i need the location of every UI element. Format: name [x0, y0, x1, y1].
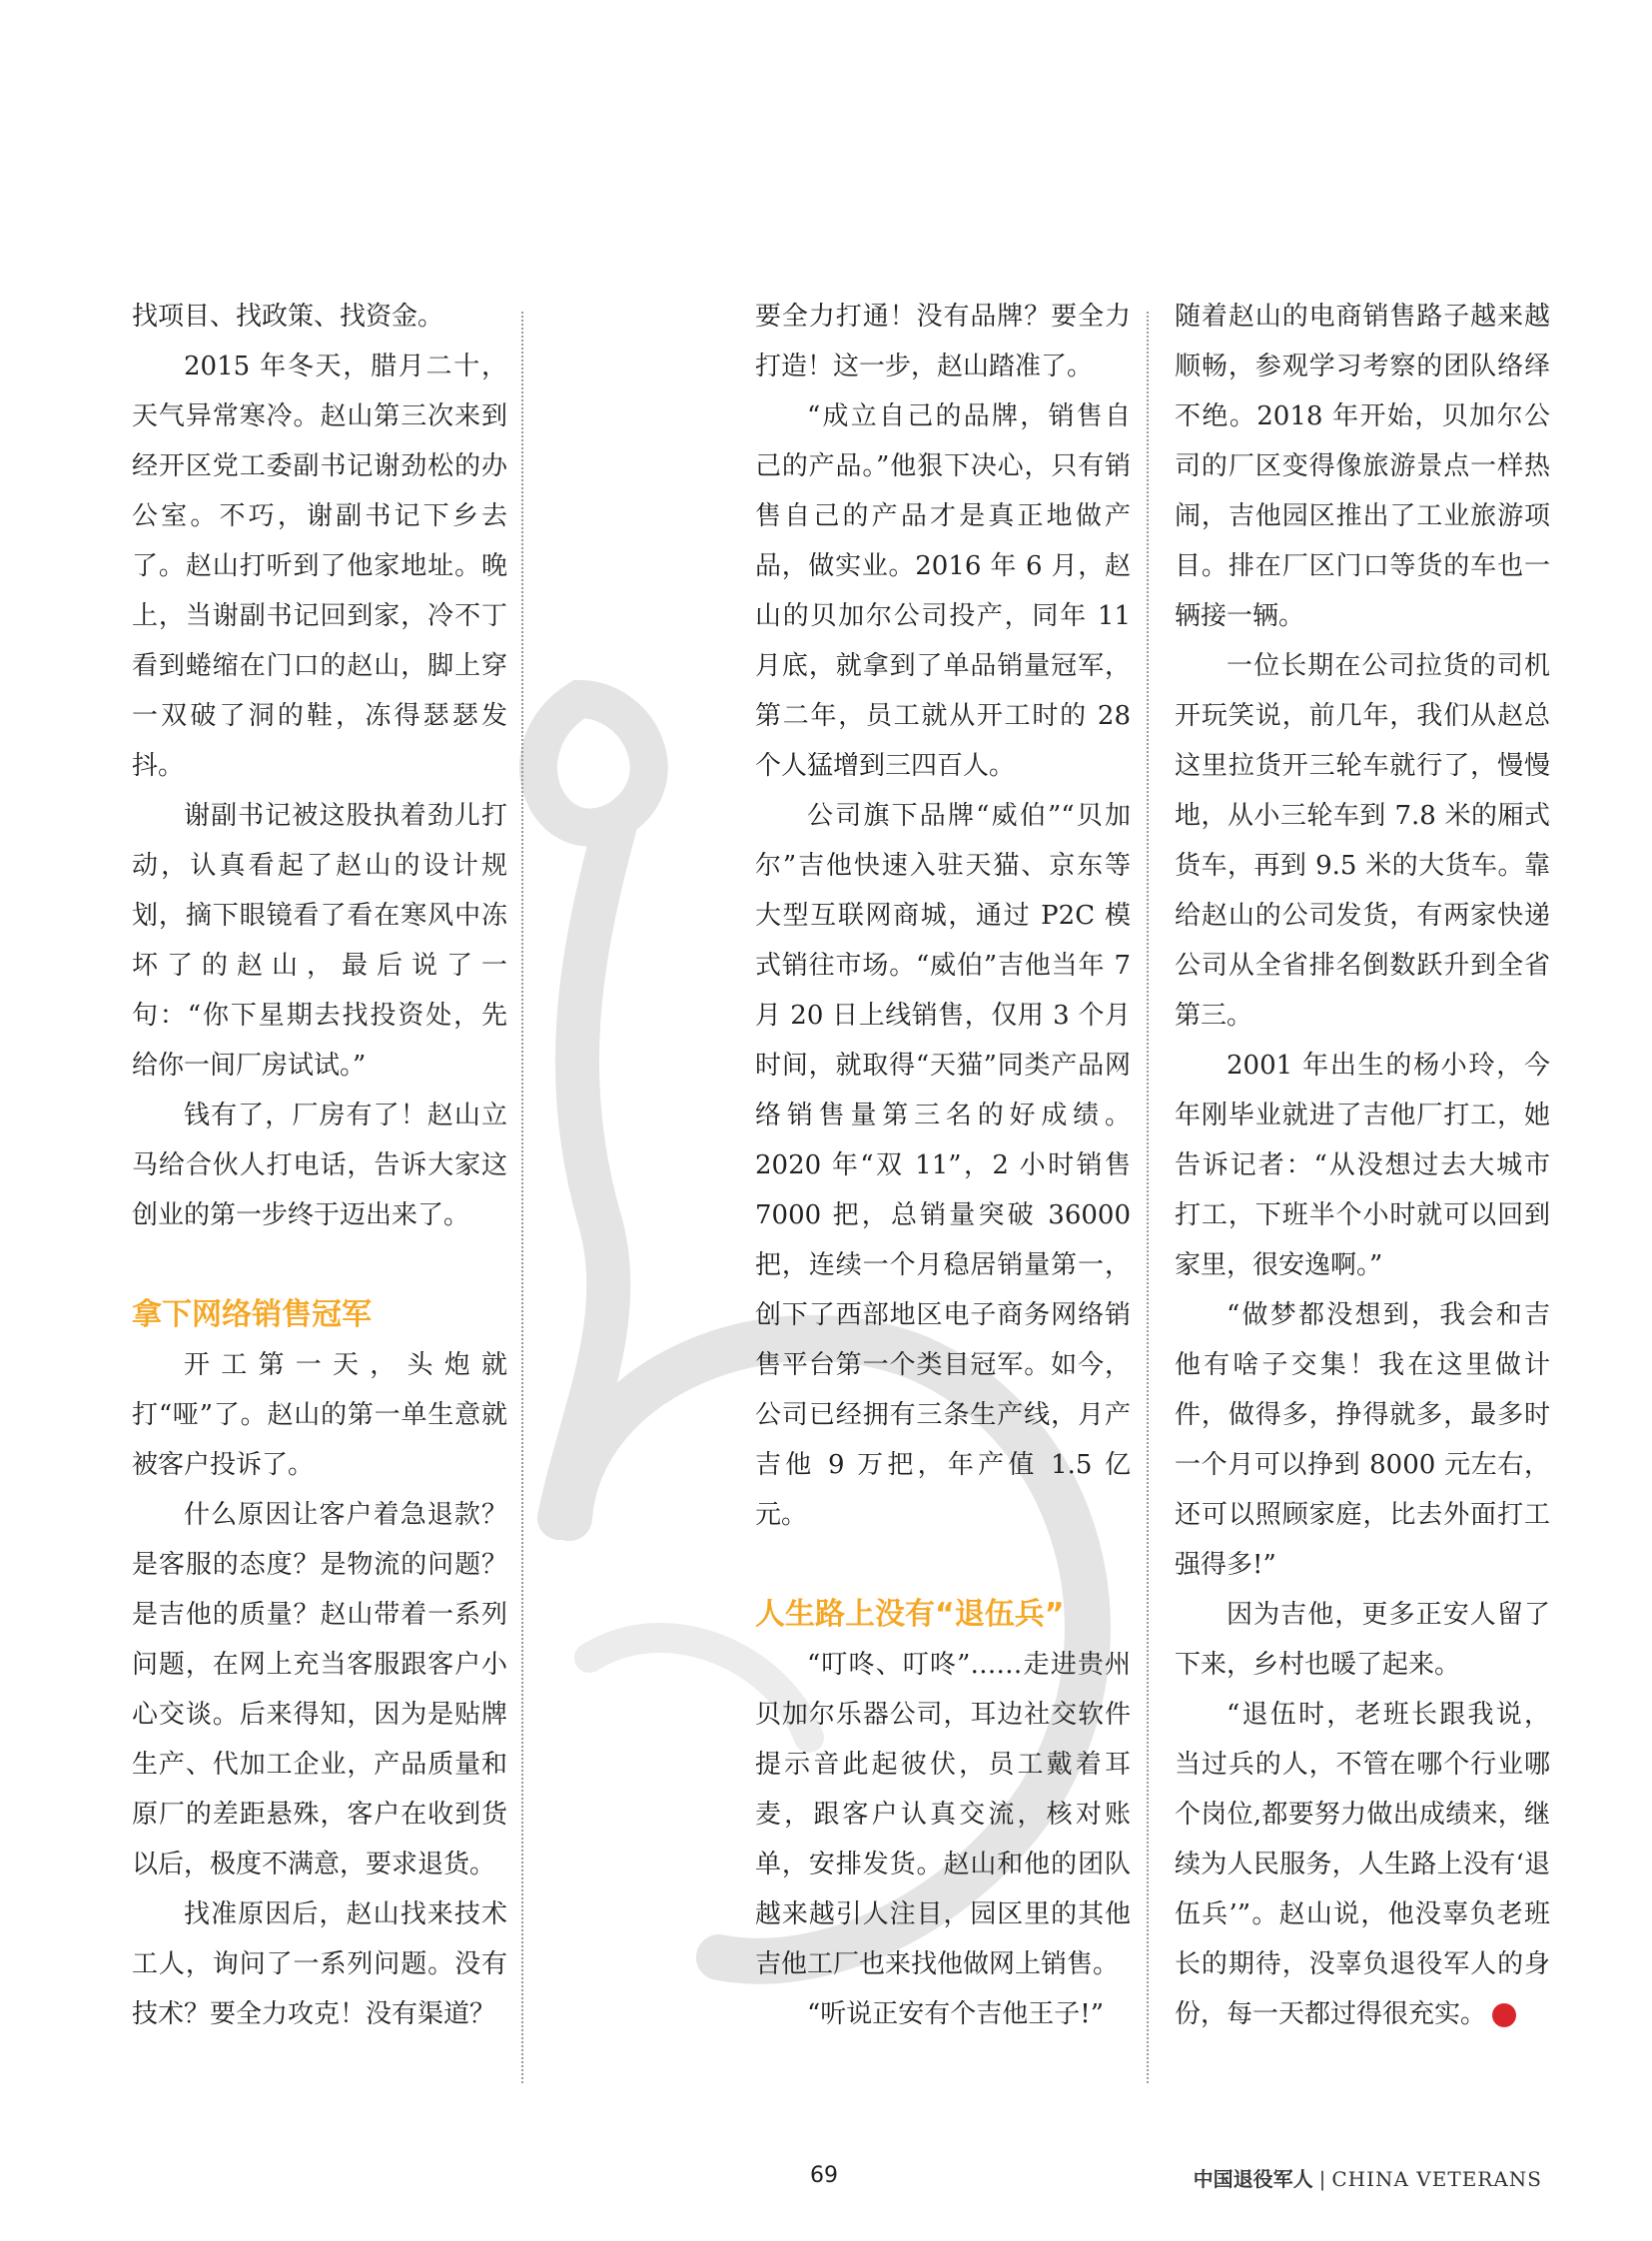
article-column-3: [1175, 292, 1557, 2039]
paragraph-text: 钱有了，厂房有了！赵山立马给合伙人打电话，告诉大家这创业的第一步终于迈出来了。: [132, 1101, 507, 1230]
paragraph: [755, 791, 1131, 1540]
paragraph: [1175, 1590, 1550, 1690]
paragraph-text: 2015 年冬天，腊月二十，天气异常寒冷。赵山第三次来到经开区党工委副书记谢劲松的办公室。不巧，谢副书记下乡去了。赵山打听到了他家地址。晚上，当谢副书记回到家，冷不丁看到蜷缩在门口的赵山，脚上穿一双破了洞的鞋，冻得瑟瑟发抖。: [132, 352, 507, 781]
paragraph: [132, 292, 507, 342]
paragraph: [1175, 1041, 1550, 1290]
paragraph: [132, 1490, 507, 1889]
paragraph: [1175, 1290, 1550, 1590]
paragraph: [755, 391, 1131, 791]
paragraph: [755, 1989, 1131, 2039]
paragraph-text: 找项目、找政策、找资金。: [132, 302, 444, 332]
article-column-1: [132, 292, 507, 2039]
magazine-name-cn: 中国退役军人: [1193, 2167, 1313, 2191]
paragraph-text: “退伍时，老班长跟我说，当过兵的人，不管在哪个行业哪个岗位,都要努力做出成绩来，继续为人民服务，人生路上没有‘退伍兵’”。赵山说，他没辜负老班长的期待，没辜负退役军人的身份，每一天都过得很充实。: [1175, 1700, 1550, 2029]
paragraph: [755, 292, 1131, 391]
paragraph: [1175, 641, 1550, 1041]
paragraph-text: 因为吉他，更多正安人留了下来，乡村也暖了起来。: [1175, 1600, 1550, 1680]
paragraph-text: 公司旗下品牌“威伯”“贝加尔”吉他快速入驻天猫、京东等大型互联网商城，通过 P2C 模式销往市场。“威伯”吉他当年 7 月 20 日上线销售，仅用 3 个月时间，就取得“天猫”同类产品网络销售量第三名的好成绩。2020 年“双 11”，2 小时销售 7000 把，总销量突破 36000 把，连续一个月稳居销量第一，创下了西部地区电子商务网络销售平台第一个类目冠军。如今，公司已经拥有三条生产线，月产吉他 9 万把，年产值 1.5 亿元。: [755, 801, 1131, 1530]
article-column-2: [755, 292, 1131, 2039]
paragraph: [755, 1640, 1131, 1989]
paragraph: [132, 791, 507, 1091]
paragraph-text: 要全力打通！没有品牌？要全力打造！这一步，赵山踏准了。: [755, 302, 1131, 381]
magazine-footer: [1194, 2163, 1542, 2192]
paragraph-text: “成立自己的品牌，销售自己的产品。”他狠下决心，只有销售自己的产品才是真正地做产品，做实业。2016 年 6 月，赵山的贝加尔公司投产，同年 11 月底，就拿到了单品销量冠军，第二年，员工就从开工时的 28 个人猛增到三四百人。: [755, 401, 1131, 781]
paragraph-text: 开工第一天，头炮就打“哑”了。赵山的第一单生意就被客户投诉了。: [132, 1350, 507, 1480]
footer-separator: |: [1318, 2167, 1326, 2191]
page-number: 69: [810, 2163, 838, 2188]
paragraph-text: 找准原因后，赵山找来技术工人，询问了一系列问题。没有技术？要全力攻克！没有渠道？: [132, 1899, 507, 2029]
paragraph-text: 2001 年出生的杨小玲，今年刚毕业就进了吉他厂打工，她告诉记者：“从没想过去大城市打工，下班半个小时就可以回到家里，很安逸啊。”: [1175, 1051, 1550, 1280]
section-heading-text: 拿下网络销售冠军: [132, 1297, 372, 1332]
paragraph-text: “叮咚、叮咚”……走进贵州贝加尔乐器公司，耳边社交软件提示音此起彼伏，员工戴着耳麦，跟客户认真交流，核对账单，安排发货。赵山和他的团队越来越引人注目，园区里的其他吉他工厂也来找他做网上销售。: [755, 1650, 1131, 1979]
paragraph-text: “做梦都没想到，我会和吉他有啥子交集！我在这里做计件，做得多，挣得就多，最多时一个月可以挣到 8000 元左右，还可以照顾家庭，比去外面打工强得多!”: [1175, 1300, 1550, 1580]
paragraph: [1175, 292, 1550, 641]
paragraph: [132, 1889, 507, 2039]
section-heading: [755, 1590, 1131, 1640]
paragraph-text: 谢副书记被这股执着劲儿打动，认真看起了赵山的设计规划，摘下眼镜看了看在寒风中冻坏了的赵山，最后说了一句：“你下星期去找投资处，先给你一间厂房试试。”: [132, 801, 507, 1081]
paragraph: [132, 1340, 507, 1490]
paragraph-text: “听说正安有个吉他王子!”: [807, 1999, 1105, 2029]
paragraph-text: 一位长期在公司拉货的司机开玩笑说，前几年，我们从赵总这里拉货开三轮车就行了，慢慢地，从小三轮车到 7.8 米的厢式货车，再到 9.5 米的大货车。靠给赵山的公司发货，有两家快递公司从全省排名倒数跃升到全省第三。: [1175, 651, 1550, 1031]
paragraph-text: 随着赵山的电商销售路子越来越顺畅，参观学习考察的团队络绎不绝。2018 年开始，贝加尔公司的厂区变得像旅游景点一样热闹，吉他园区推出了工业旅游项目。排在厂区门口等货的车也一辆接一辆。: [1175, 302, 1550, 631]
column-divider-right: [1147, 312, 1149, 2083]
column-divider-left: [521, 312, 523, 2083]
end-mark-icon: V: [1492, 2003, 1516, 2027]
paragraph: [132, 1091, 507, 1240]
paragraph: [132, 342, 507, 791]
section-heading: [132, 1290, 507, 1340]
paragraph-text: 什么原因让客户着急退款？是客服的态度？是物流的问题？是吉他的质量？赵山带着一系列问题，在网上充当客服跟客户小心交谈。后来得知，因为是贴牌生产、代加工企业，产品质量和原厂的差距悬殊，客户在收到货以后，极度不满意，要求退货。: [132, 1500, 507, 1879]
section-heading-text: 人生路上没有“退伍兵”: [755, 1597, 1065, 1632]
paragraph: [1175, 1690, 1557, 2039]
magazine-name-en: CHINA VETERANS: [1331, 2167, 1542, 2191]
